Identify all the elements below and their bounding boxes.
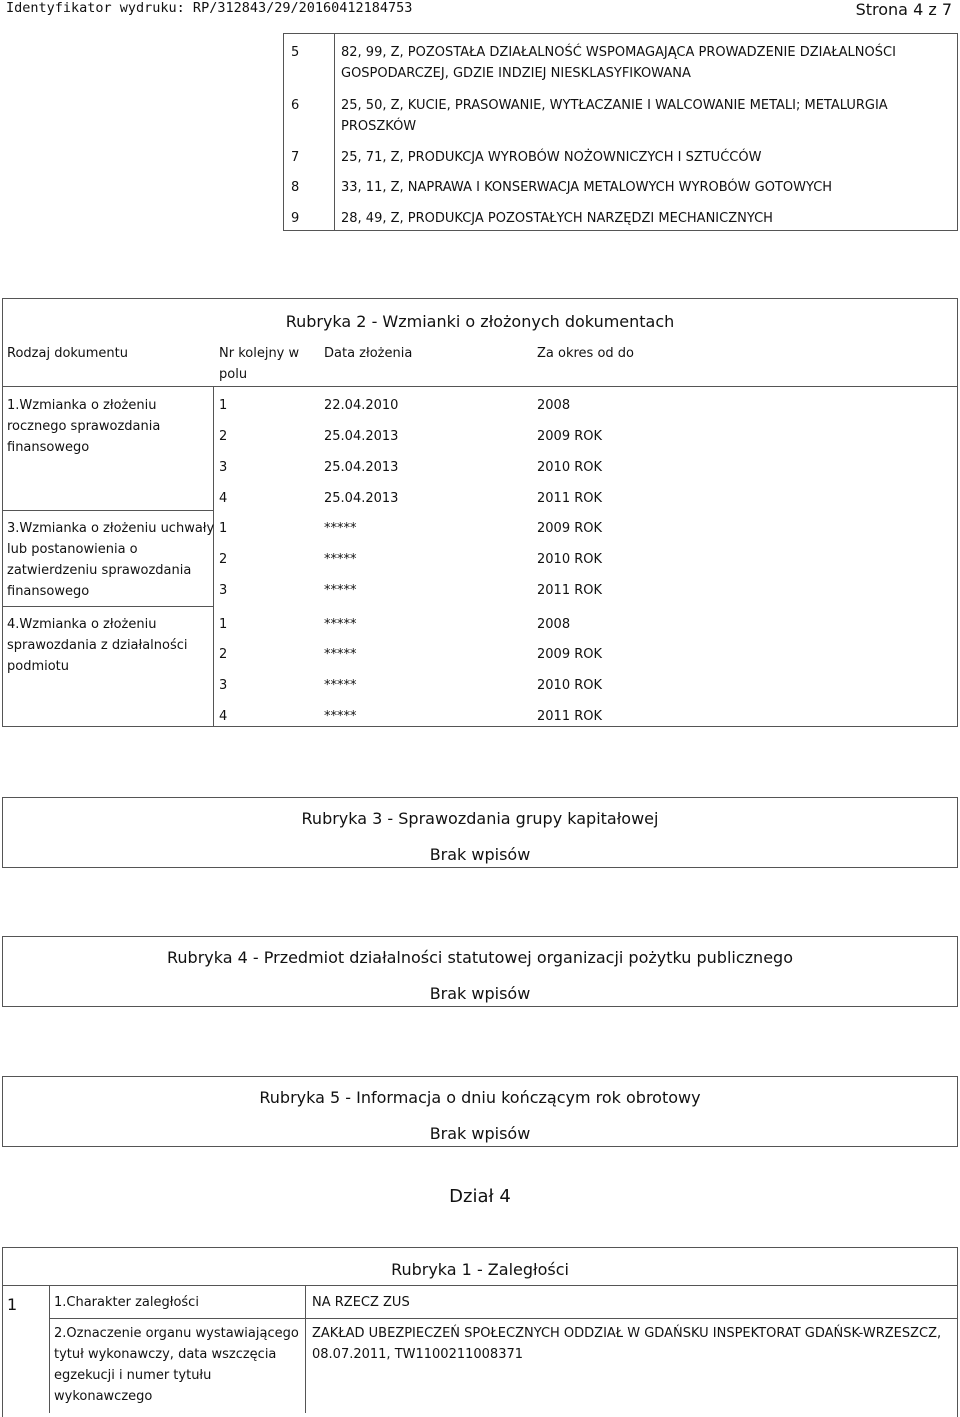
rubryka3-empty: Brak wpisów (429, 845, 531, 864)
activity-text: 28, 49, Z, PRODUKCJA POZOSTAŁYCH NARZĘDZI MECHANICZNYCH (341, 211, 773, 226)
activity-text: 25, 71, Z, PRODUKCJA WYROBÓW NOŻOWNICZYCH I SZTUĆCÓW (341, 150, 762, 165)
activity-number: 6 (291, 98, 300, 113)
activity-text: 33, 11, Z, NAPRAWA I KONSERWACJA METALOWYCH WYROBÓW GOTOWYCH (341, 180, 833, 195)
rubryka2-title: Rubryka 2 - Wzmianki o złożonych dokumentach (285, 312, 675, 331)
activity-number: 8 (291, 180, 300, 195)
activity-number: 5 (291, 45, 300, 60)
col-header-doc-type: Rodzaj dokumentu (7, 346, 128, 361)
row-label: 1.Charakter zaległości (54, 1295, 199, 1310)
rubryka5-empty: Brak wpisów (429, 1124, 531, 1143)
row-label: 2.Oznaczenie organu wystawiającego tytuł wykonawczy, data wszczęcia egzekucji i numer tytułu wykonawczego (54, 1326, 299, 1404)
rubryka3-title: Rubryka 3 - Sprawozdania grupy kapitałowej (301, 809, 659, 828)
rubryka1-title: Rubryka 1 - Zaległości (391, 1260, 569, 1279)
doc-type-label: 1.Wzmianka o złożeniu rocznego sprawozdania finansowego (7, 398, 161, 455)
col-header-date: Data złożenia (324, 346, 413, 361)
doc-type-label: 4.Wzmianka o złożeniu sprawozdania z działalności podmiotu (7, 617, 188, 674)
activity-number: 9 (291, 211, 300, 226)
col-header-nr: Nr kolejny w polu (219, 346, 300, 382)
print-identifier: Identyfikator wydruku: RP/312843/29/20160412184753 (6, 0, 413, 16)
rubryka4-empty: Brak wpisów (429, 984, 531, 1003)
activity-text: 25, 50, Z, KUCIE, PRASOWANIE, WYTŁACZANIE I WALCOWANIE METALI; METALURGIA PROSZKÓW (341, 98, 888, 134)
activity-number: 7 (291, 150, 300, 165)
rubryka4-title: Rubryka 4 - Przedmiot działalności statutowej organizacji pożytku publicznego (167, 948, 793, 967)
item-number: 1 (7, 1295, 18, 1314)
doc-type-label: 3.Wzmianka o złożeniu uchwały lub postanowienia o zatwierdzeniu sprawozdania finansowego (7, 521, 215, 599)
rubryka5-title: Rubryka 5 - Informacja o dniu kończącym rok obrotowy (259, 1088, 701, 1107)
row-value: ZAKŁAD UBEZPIECZEŃ SPOŁECZNYCH ODDZIAŁ W GDAŃSKU INSPEKTORAT GDAŃSK-WRZESZCZ, 08.07.2011, TW1100211008371 (312, 1326, 942, 1362)
activity-text: 82, 99, Z, POZOSTAŁA DZIAŁALNOŚĆ WSPOMAGAJĄCA PROWADZENIE DZIAŁALNOŚCI GOSPODARCZEJ, GDZIE INDZIEJ NIESKLASYFIKOWANA (341, 45, 896, 81)
section-title-dzial4: Dział 4 (449, 1186, 511, 1207)
row-value: NA RZECZ ZUS (312, 1295, 410, 1310)
col-header-period: Za okres od do (537, 346, 634, 361)
page-number: Strona 4 z 7 (855, 0, 952, 19)
